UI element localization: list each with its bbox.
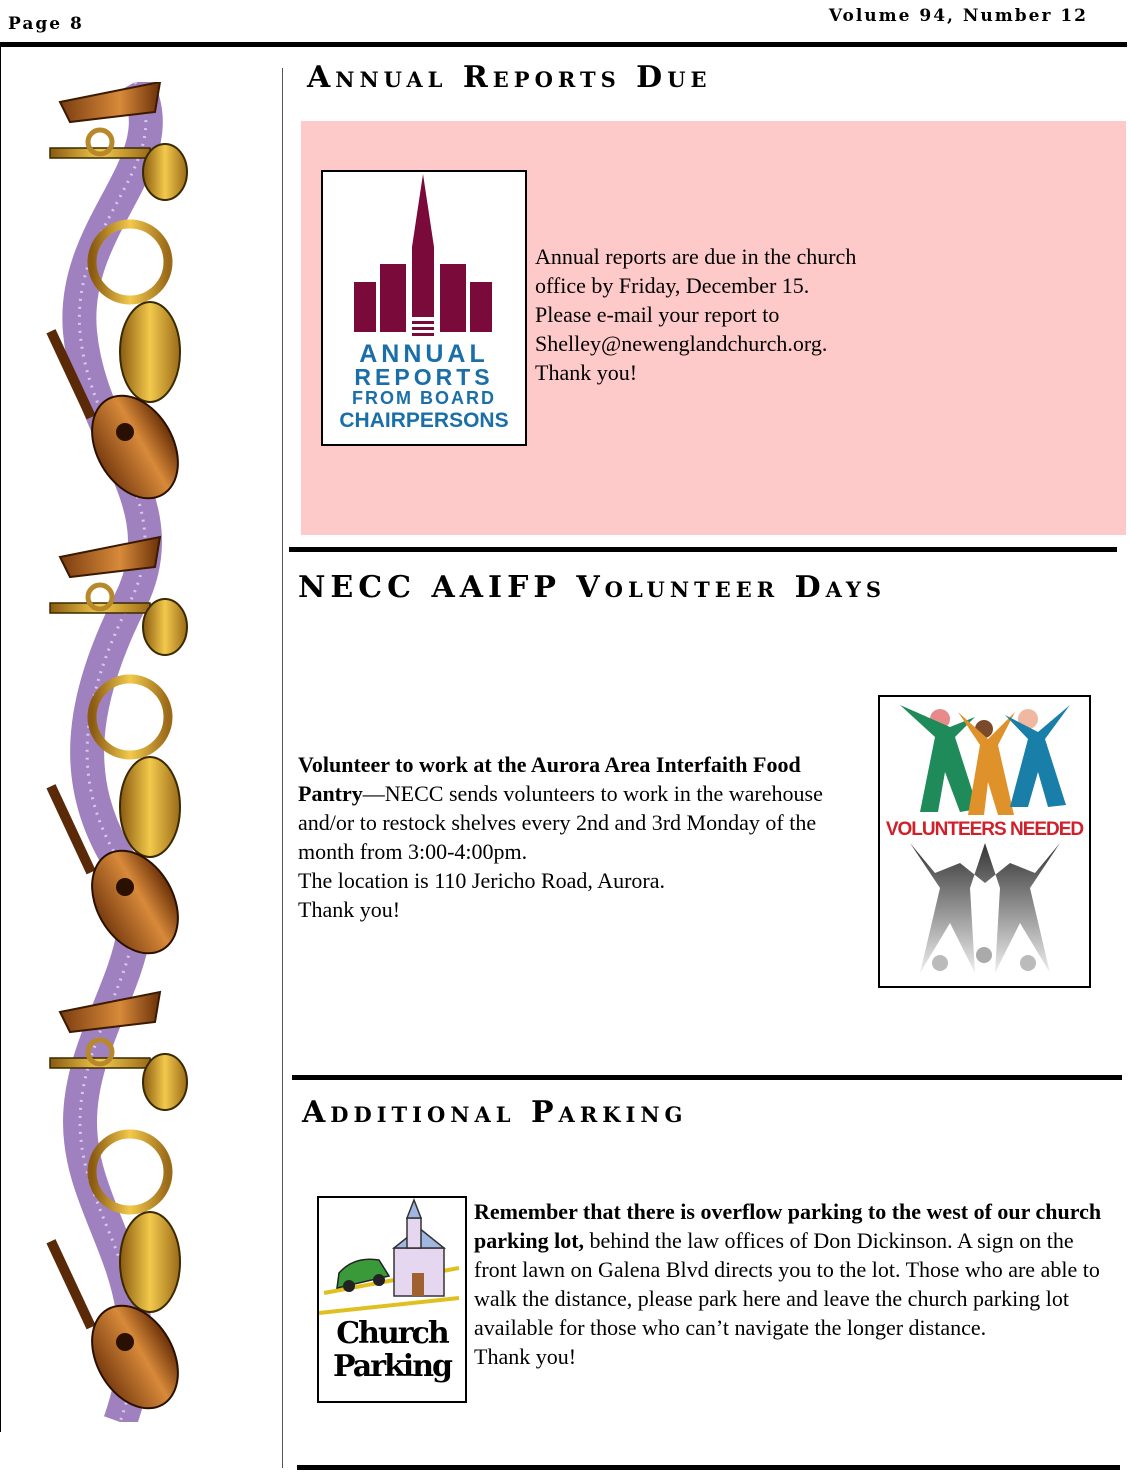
annual-line-2: office by Friday, December 15. <box>535 273 810 298</box>
annual-line-3: Please e-mail your report to <box>535 302 780 327</box>
volunteers-needed-caption: VOLUNTEERS NEEDED <box>885 819 1084 840</box>
church-building-icon <box>323 172 525 342</box>
volume-number: Volume 94, Number 12 <box>828 6 1088 26</box>
volunteer-location: The location is 110 Jericho Road, Aurora. <box>298 868 665 893</box>
section-divider-3 <box>297 1465 1120 1470</box>
volunteer-lead-rest: —NECC sends volunteers to work in the warehouse and/or to restock shelves every 2nd and 3rd Monday of the month from 3:00-4:00pm. <box>298 781 823 864</box>
people-shadow-icon <box>880 843 1089 983</box>
annual-line-5: Thank you! <box>535 360 638 385</box>
annual-line-1: Annual reports are due in the church <box>535 244 857 269</box>
section-divider-1 <box>289 547 1117 552</box>
left-border-rule <box>0 44 1 1432</box>
parking-thanks: Thank you! <box>474 1344 577 1369</box>
parking-heading: Additional Parking <box>302 1095 688 1130</box>
logo-line-reports: REPORTS <box>354 364 494 390</box>
annual-reports-heading: Annual Reports Due <box>307 60 712 95</box>
volunteer-lead-bold: Volunteer to work at the Aurora Area Interfaith Food Pantry <box>298 752 801 806</box>
section-divider-2 <box>292 1075 1122 1080</box>
church-parking-image <box>317 1196 467 1403</box>
parking-text <box>474 1197 1119 1371</box>
volunteers-needed-image <box>878 695 1091 988</box>
logo-line-from-board: FROM BOARD <box>352 388 496 408</box>
parking-lead-rest: behind the law offices of Don Dickinson. A sign on the front lawn on Galena Blvd directs you to the lot. Those who are able to walk the distance, please park here and leave the church parking lot available for those who can’t navigate the longer distance. <box>474 1228 1100 1340</box>
church-parking-line2: Parking <box>333 1349 451 1384</box>
logo-line-chairpersons: CHAIRPERSONS <box>339 409 509 432</box>
church-parking-line1: Church <box>336 1316 448 1351</box>
annual-reports-logo <box>321 170 527 446</box>
church-and-car-icon <box>319 1198 465 1318</box>
musical-instruments-border-image <box>40 82 190 1422</box>
logo-line-annual: ANNUAL <box>359 340 489 368</box>
page-number: Page 8 <box>8 14 84 34</box>
annual-email-link[interactable]: Shelley@newenglandchurch.org. <box>535 331 828 356</box>
parking-lead-bold: Remember that there is overflow parking to the west of our church parking lot, <box>474 1199 1102 1253</box>
volunteer-heading: NECC AAIFP Volunteer Days <box>298 570 887 605</box>
volunteer-text <box>298 750 863 924</box>
column-divider <box>282 68 283 1468</box>
header-rule <box>0 42 1127 47</box>
people-figures-icon <box>880 697 1089 817</box>
volunteer-thanks: Thank you! <box>298 897 401 922</box>
annual-reports-text <box>535 242 1115 387</box>
